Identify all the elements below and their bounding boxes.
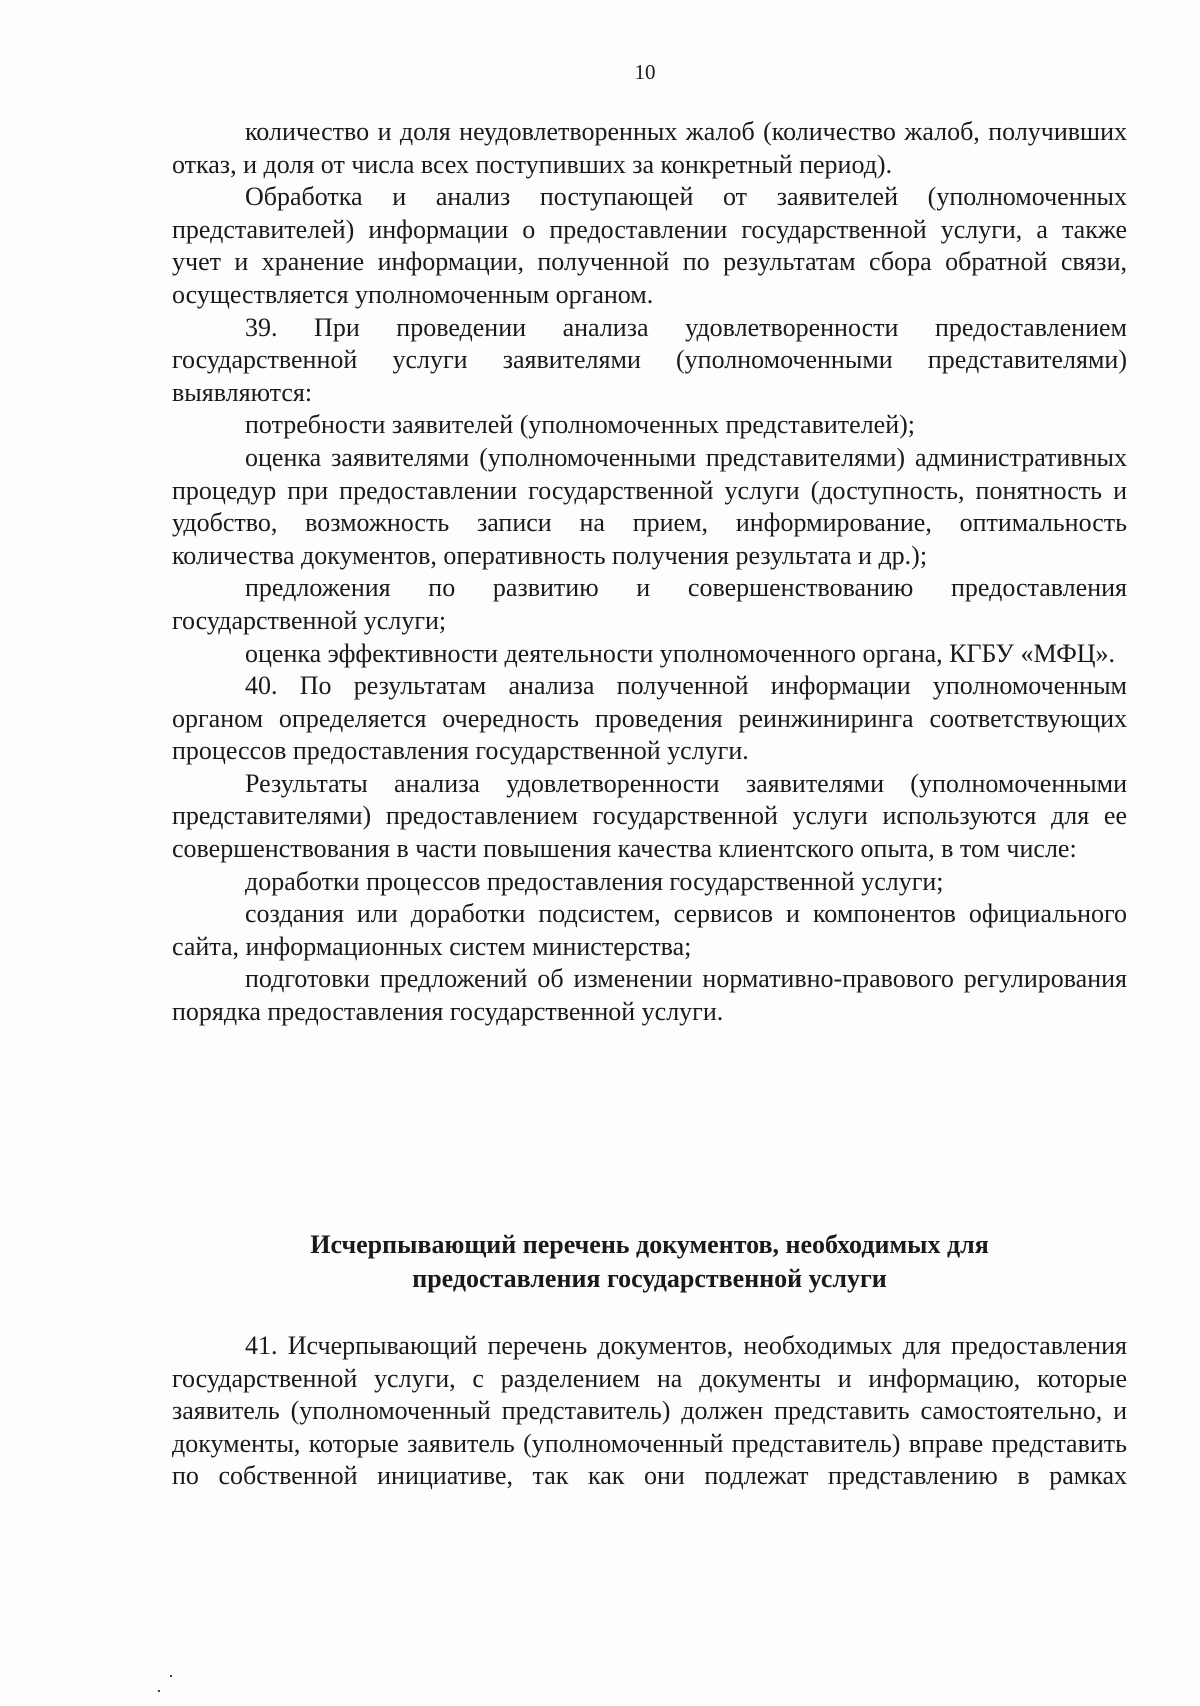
paragraph-41: 41. Исчерпывающий перечень документов, необходимых для предоставления государственной услуги, с разделением на документы и информацию, которые заявитель (уполномоченный представитель) должен представить самостоятельно, и документы, которые заявитель (уполномоченный представитель) вправе представить по собственной инициативе, так как они подлежат представлению в рамках: [172, 1331, 1127, 1491]
section-heading-line-1: Исчерпывающий перечень документов, необходимых для: [310, 1230, 989, 1259]
list-item-regulation: подготовки предложений об изменении нормативно-правового регулирования порядка предоставления государственной услуги.: [172, 964, 1127, 1027]
list-item-proposals: предложения по развитию и совершенствованию предоставления государственной услуги;: [172, 573, 1127, 635]
paragraph-results: Результаты анализа удовлетворенности заявителями (уполномоченными представителями) предоставлением государственной услуги используются для ее совершенствования в части повышения качества клиентского опыта, в том числе:: [172, 768, 1127, 864]
scan-speck: [170, 1675, 172, 1677]
section-heading: [172, 1228, 1127, 1296]
document-body: [172, 116, 1127, 1029]
paragraph-39: 39. При проведении анализа удовлетворенности предоставлением государственной услуги заявителями (уполномоченными представителями) выявляются:: [172, 312, 1127, 407]
paragraph-40: 40. По результатам анализа полученной информации уполномоченным органом определяется очередность проведения реинжиниринга соответствующих процессов предоставления государственной услуги.: [172, 671, 1127, 766]
scan-speck: [158, 1690, 160, 1692]
list-item-subsystems: создания или доработки подсистем, сервисов и компонентов официального сайта, информационных систем министерства;: [172, 899, 1127, 961]
list-item-needs: потребности заявителей (уполномоченных представителей);: [245, 410, 916, 440]
document-body-continued: [172, 1330, 1127, 1493]
list-item-assessment: оценка заявителями (уполномоченными представителями) административных процедур при предоставлении государственной услуги (доступность, понятность и удобство, возможность записи на прием, информирование, оптимальность количества документов, оперативность получения результата и др.);: [172, 442, 1127, 570]
list-item-process-improvement: доработки процессов предоставления государственной услуги;: [245, 866, 944, 896]
page-number: 10: [634, 60, 656, 84]
paragraph-feedback-processing: Обработка и анализ поступающей от заявителей (уполномоченных представителей) информации о предоставлении государственной услуги, а также учет и хранение информации, полученной по результатам сбора обратной связи, осуществляется уполномоченным органом.: [172, 182, 1127, 309]
paragraph-complaints-share: количество и доля неудовлетворенных жалоб (количество жалоб, получивших отказ, и доля от числа всех поступивших за конкретный период).: [172, 117, 1127, 179]
section-heading-line-2: предоставления государственной услуги: [412, 1264, 887, 1293]
list-item-efficiency: оценка эффективности деятельности уполномоченного органа, КГБУ «МФЦ».: [245, 638, 1116, 668]
